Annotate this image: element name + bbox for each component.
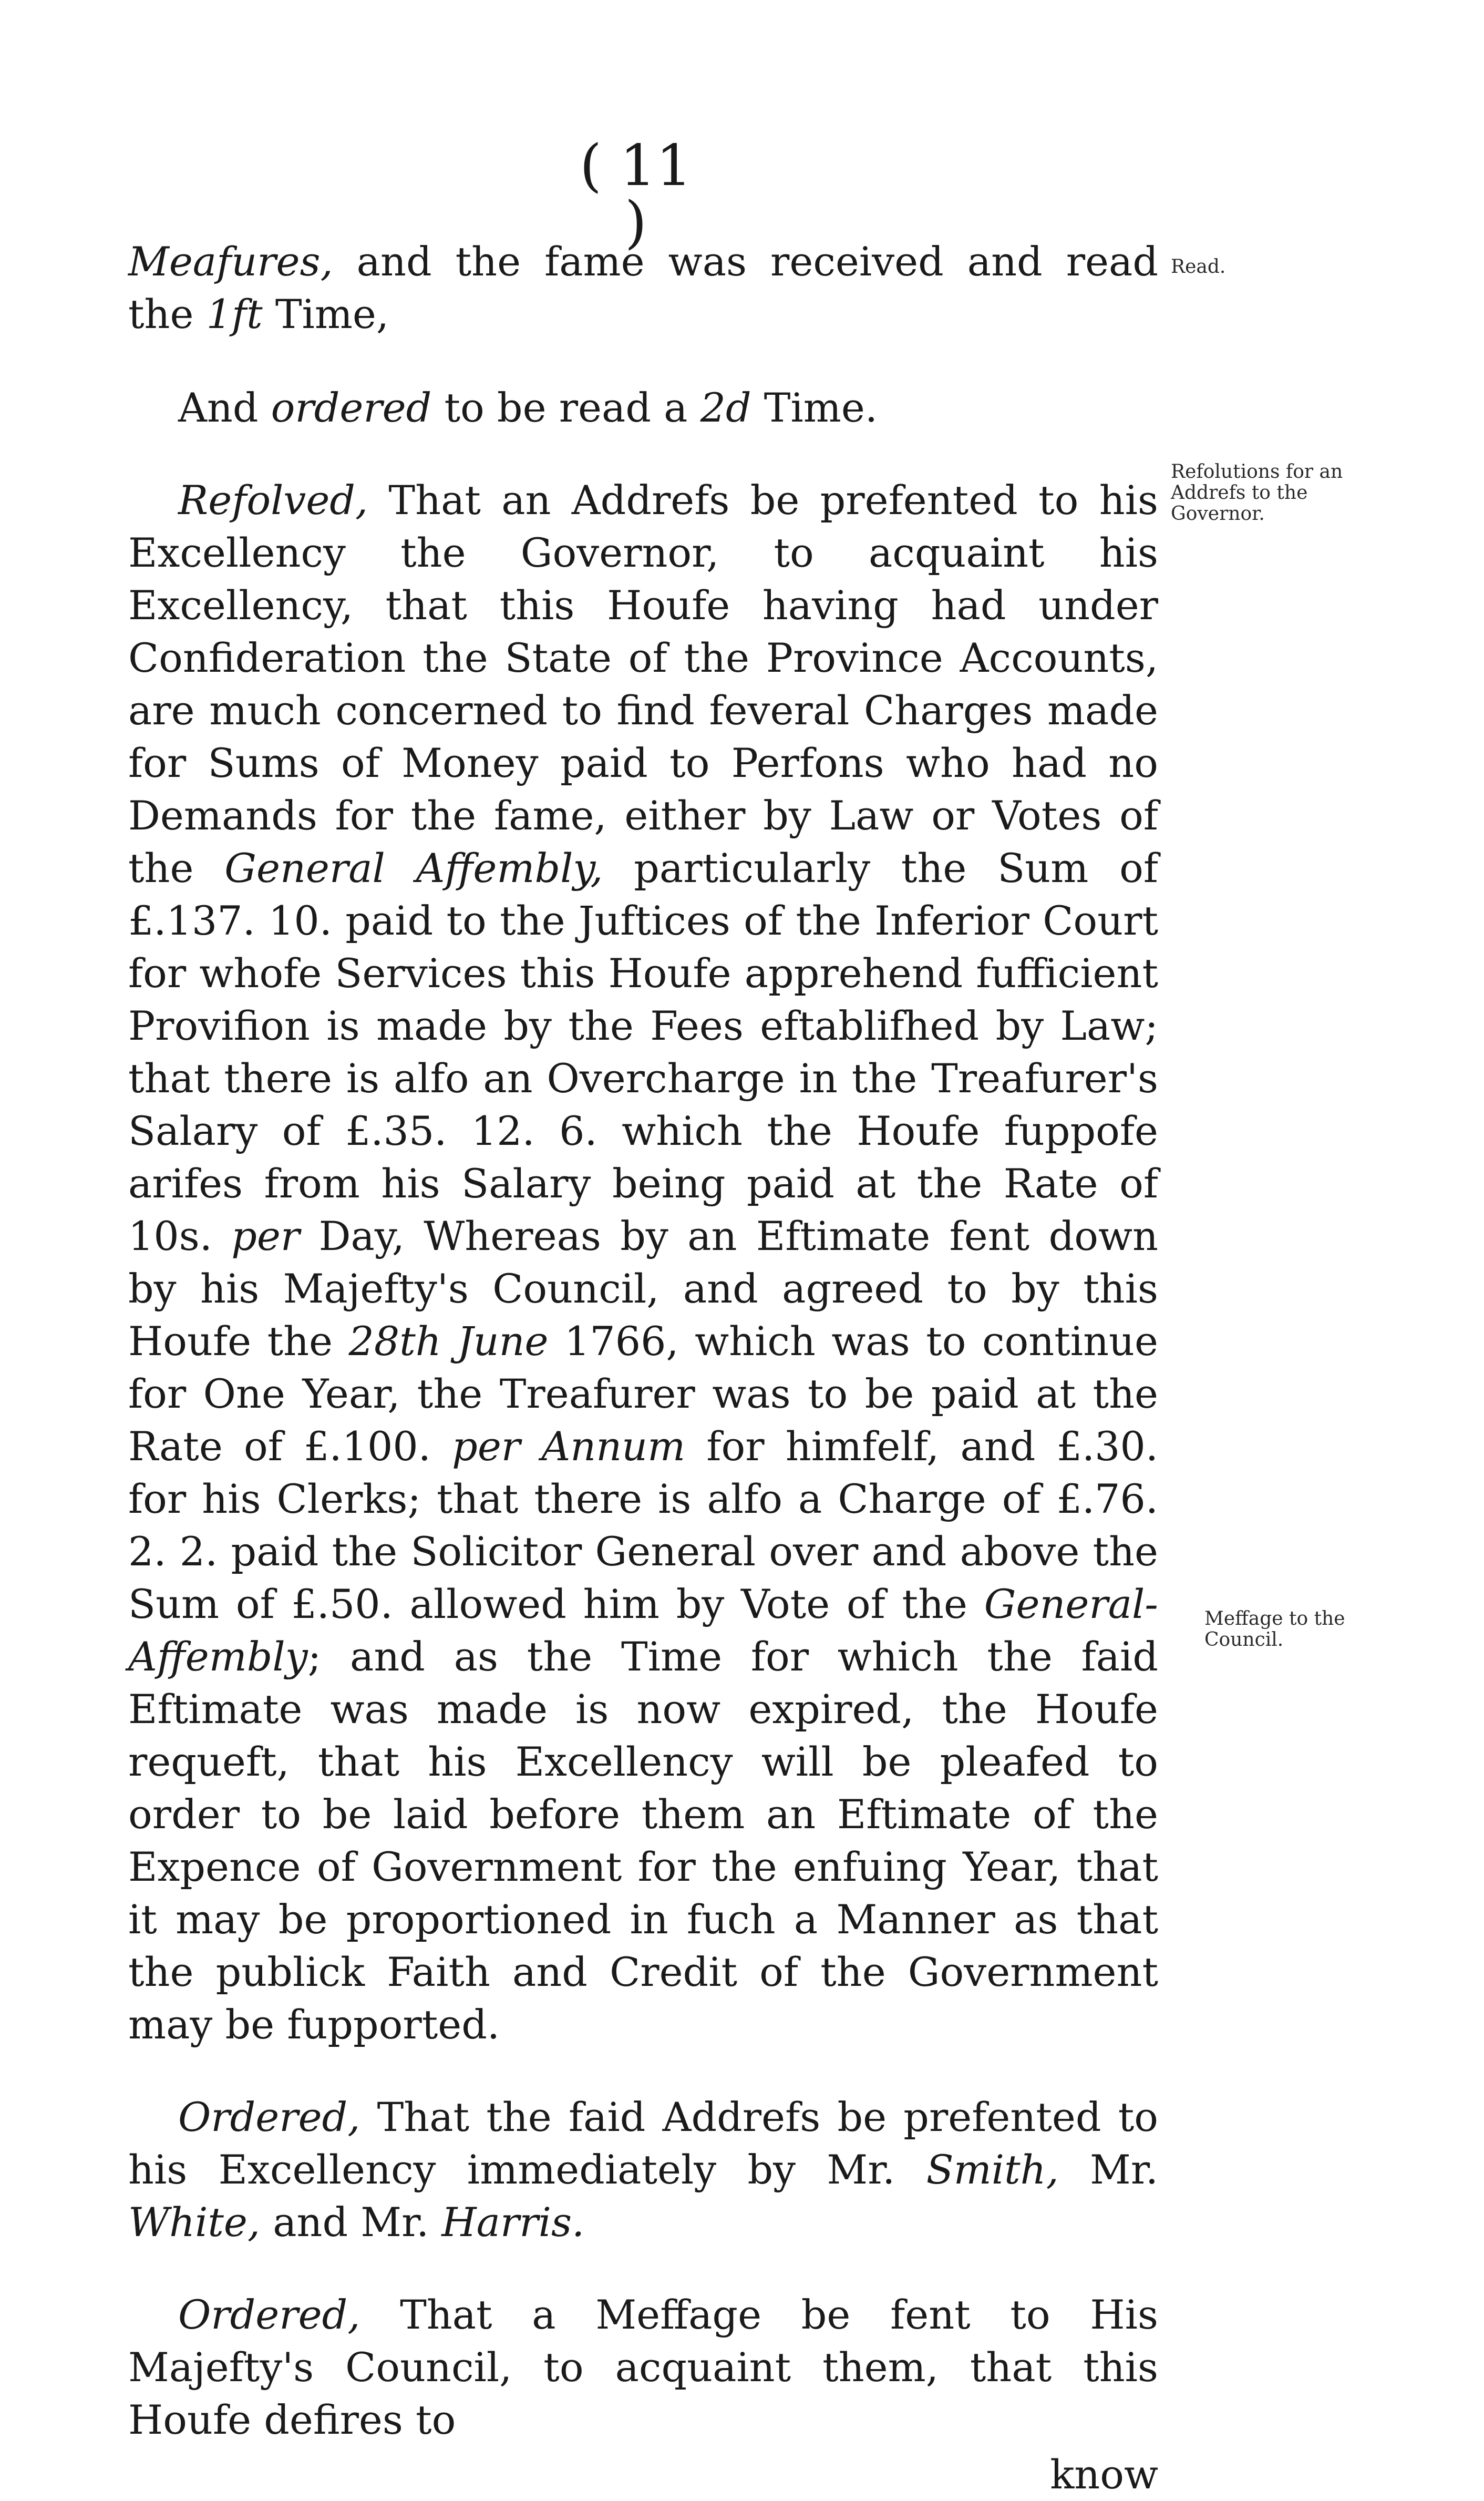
p4-text-1: That the faid Addrefs be prefented to his Excellency immediately by Mr.: [128, 2094, 1158, 2193]
second-ordinal: 2d: [700, 384, 751, 431]
page-number: ( 11 ): [580, 133, 692, 255]
general-assembly-1: General Affembly,: [224, 845, 603, 891]
measures-word: Meafures,: [128, 238, 333, 285]
p3-text-2: particularly the Sum of £.137. 10. paid to the Juftices of the Inferior Court for whofe Services this Houfe apprehend fufficient Provifion is made by the Fees eftablifhed by Law; that there is alfo an Overcharge in the Treafurer's Salary of £.35. 12. 6. which the Houfe fuppofe arifes from his Salary being paid at the Rate of 10s.: [128, 845, 1158, 1259]
p5-ordered: Ordered,: [178, 2291, 360, 2338]
p1-time: Time,: [262, 291, 389, 337]
general-assembly-2: General-Affembly: [128, 1581, 1158, 1680]
name-harris: Harris.: [441, 2199, 585, 2246]
p2-ordered: ordered: [271, 384, 432, 431]
name-white: White,: [128, 2199, 261, 2246]
paragraph-resolved-address: [128, 474, 1158, 2051]
p1-text: and the fame was received and read the: [128, 238, 1158, 337]
p3-text-3: Day, Whereas by an Eftimate fent down by his Majefty's Council, and agreed to by this Houfe the: [128, 1213, 1158, 1365]
per-word: per: [231, 1213, 300, 1259]
p4-ordered: Ordered,: [178, 2094, 360, 2140]
p4-text-2: Mr.: [1058, 2146, 1159, 2193]
resolved-word: Refolved,: [178, 477, 368, 524]
p3-text-1: That an Addrefs be prefented to his Excellency the Governor, to acquaint his Excellency, that this Houfe having had under Confideration the State of the Province Accounts, are much concerned to find feveral Charges made for Sums of Money paid to Perfons who had no Demands for the fame, either by Law or Votes of the: [128, 477, 1158, 891]
main-text: [128, 235, 1158, 2501]
p3-text-6: ; and as the Time for which the faid Eftimate was made is now expired, the Houfe requeft, that his Excellency will be pleafed to order to be laid before them an Eftimate of the Expence of Government for the enfuing Year, that it may be proportioned in fuch a Manner as that the publick Faith and Credit of the Government may be fupported.: [128, 1633, 1158, 2048]
p3-text-5: for himfelf, and £.30. for his Clerks; that there is alfo a Charge of £.76. 2. 2. paid the Solicitor General over and above the Sum of £.50. allowed him by Vote of the: [128, 1423, 1158, 1627]
margin-note-resolutions: Refolutions for an Addrefs to the Governor.: [1171, 461, 1343, 525]
first-ordinal: 1ft: [206, 291, 263, 337]
p5-text: That a Meffage be fent to His Majefty's Council, to acquaint them, that this Houfe defires to: [128, 2291, 1158, 2443]
catchword: know: [1050, 2451, 1158, 2498]
p3-text-4: 1766, which was to continue for One Year, the Treafurer was to be paid at the Rate of £.100.: [128, 1318, 1158, 1470]
paragraph-ordered-address: [128, 2091, 1158, 2249]
name-smith: Smith,: [926, 2146, 1059, 2193]
p2-and: And: [178, 384, 271, 431]
paragraph-ordered-message: [128, 2289, 1158, 2446]
paragraph-measures-read: [128, 235, 1158, 341]
paragraph-ordered-second-reading: [128, 382, 1158, 434]
p4-text-3: and Mr.: [260, 2199, 442, 2246]
p2-time: Time.: [751, 384, 878, 431]
date-june: 28th June: [348, 1318, 549, 1365]
margin-note-read: Read.: [1171, 256, 1226, 278]
margin-note-message: Meffage to the Council.: [1204, 1608, 1345, 1651]
per-annum: per Annum: [452, 1423, 686, 1470]
p2-text: to be read a: [431, 384, 700, 431]
